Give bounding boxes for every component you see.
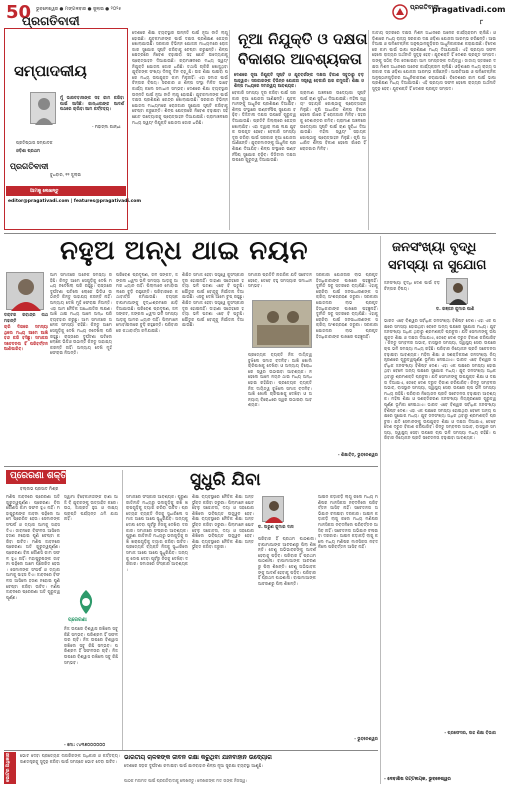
dateline: ଭୁବନେଶ୍ୱର ● ମଙ୍ଗଳବାର ● ଜୁଲାଇ ● ୨୦୨୫ <box>36 7 122 12</box>
right-footer: - ପ୍ରଫେସର, ଉଚ୍ଚ ଶିକ୍ଷା ବିଭାଗ <box>444 730 496 735</box>
reform-author: ଡ. ଅରୁଣ କୁମାର ଦାସ <box>258 524 294 529</box>
reform-col-2: ଶିକ୍ଷା ବ୍ୟବସ୍ଥାରେ ନୈତିକ ଶିକ୍ଷା ଅନ୍ତର୍ଭୁକ୍ତ କରିବା ଜରୁରୀ। ପିଲାମାନେ ଛୋଟ ବେଳୁ ସଚ୍ଚୋଟତା, ଦୟା ଓ ସହଯୋଗ ଶିଖିଲେ ଭବିଷ୍ୟତ ଉଜ୍ଜ୍ୱଳ ହେବ। ଶିକ୍ଷା ବ୍ୟବସ୍ଥାରେ ନୈତିକ ଶିକ୍ଷା ଅନ୍ତର୍ଭୁକ୍ତ କରିବା ଜରୁରୀ। ପିଲାମାନେ ଛୋଟ ବେଳୁ ସଚ୍ଚୋଟତା, ଦୟା ଓ ସହଯୋଗ ଶିଖିଲେ ଭବିଷ୍ୟତ ଉଜ୍ଜ୍ୱଳ ହେବ। ଶିକ୍ଷା ବ୍ୟବସ୍ଥାରେ ନୈତିକ ଶିକ୍ଷା ଅନ୍ତର୍ଭୁକ୍ତ କରିବା ଜରୁରୀ। <box>192 494 254 550</box>
section-divider <box>4 466 378 467</box>
bottom-side-label-text: ଭୋଟର ଅଧିକାର <box>6 752 11 782</box>
contact-bar <box>6 186 126 196</box>
main-col-6: ସରକାରୀ ଯୋଜନାର ଲାଭ ପ୍ରକୃତ ହିତାଧିକାରୀଙ୍କ ପାଖରେ ପହଞ୍ଚୁନାହିଁ। ଦୁର୍ନୀତି ସବୁ ସ୍ତରରେ ବ୍ୟାପିଛି। ଏହାକୁ ରୋକିବା ପାଇଁ ଜନସାଧାରଣଙ୍କ ସକ୍ରିୟ ଅଂଶଗ୍ରହଣ ଜରୁରୀ। ସରକାରୀ ଯୋଜନାର ଲାଭ ପ୍ରକୃତ ହିତାଧିକାରୀଙ୍କ ପାଖରେ ପହଞ୍ଚୁନାହିଁ। ଦୁର୍ନୀତି ସବୁ ସ୍ତରରେ ବ୍ୟାପିଛି। ଏହାକୁ ରୋକିବା ପାଇଁ ଜନସାଧାରଣଙ୍କ ସକ୍ରିୟ ଅଂଶଗ୍ରହଣ ଜରୁରୀ। ସରକାରୀ ଯୋଜନାର ଲାଭ ପ୍ରକୃତ ହିତାଧିକାରୀଙ୍କ ପାଖରେ ପହଞ୍ଚୁନାହିଁ। <box>316 272 378 339</box>
main-article-image <box>252 300 312 348</box>
reform-col-3: ପରିବାର ହିଁ ପ୍ରଥମ ପାଠଶାଳା। ବାପାମାଆଙ୍କ ଆଚରଣରୁ ପିଲା ଶିଖନ୍ତି। ତେଣୁ ଅଭିଭାବକଙ୍କୁ ଆଦର୍ଶ ହେବାକୁ ପଡ଼ିବ। ପରିବାର ହିଁ ପ୍ରଥମ ପାଠଶାଳା। ବାପାମାଆଙ୍କ ଆଚରଣରୁ ପିଲା ଶିଖନ୍ତି। ତେଣୁ ଅଭିଭାବକଙ୍କୁ ଆଦର୍ଶ ହେବାକୁ ପଡ଼ିବ। ପରିବାର ହିଁ ପ୍ରଥମ ପାଠଶାଳା। ବାପାମାଆଙ୍କ ଆଚରଣରୁ ପିଲା ଶିଖନ୍ତି। <box>258 536 316 586</box>
contact-label: ଆମକୁ ଲେଖନ୍ତୁ <box>30 189 59 194</box>
bottom-col-1: ଭୋଟ ଦେବା ପ୍ରତ୍ୟେକ ନାଗରିକଙ୍କ ଅଧିକାର ଓ କର୍ତ୍ତବ୍ୟ। ଗଣତନ୍ତ୍ରକୁ ସୁଦୃଢ଼ କରିବା ପାଇଁ ସମସ୍ତେ ଭୋଟ ଦେବା ଉଚିତ। <box>20 753 120 764</box>
website-link[interactable]: pragativadi.com <box>432 5 505 14</box>
inspiration-col-2: ସ୍ୱାମୀ ବିବେକାନନ୍ଦଙ୍କ ବାଣୀ ଆଜି ବି ଯୁବକଙ୍କୁ ଉତ୍ସାହିତ କରେ। ଉଠ, ଜାଗ୍ରତ ହୁଅ ଓ ଲକ୍ଷ୍ୟ ପ୍ରାପ୍ତି ପର୍ଯ୍ୟନ୍ତ ଥମି ଯାଅ ନାହିଁ। <box>64 494 118 522</box>
masthead <box>0 0 505 28</box>
inspiration-logo-word: ପ୍ରେରଣା <box>68 617 87 623</box>
reform-col-1: ସମାଜରେ ସଂସ୍କାର ଆବଶ୍ୟକ। ପୁରୁଣା ରୀତିନୀତି ମଧ୍ୟରୁ ଭଲଗୁଡ଼ିକୁ ରଖି ଖରାପଗୁଡ଼ିକୁ ତ୍ୟାଗ କରିବା ଉଚିତ। ପ୍ରତ୍ୟେକ ବ୍ୟକ୍ତି ନିଜକୁ ସୁଧାରିଲେ ସମାଜ ଆପେ ଆପେ ସୁଧୁରିଯିବ। ଅନ୍ୟକୁ ଦୋଷ ଦେବା ପୂର୍ବରୁ ନିଜକୁ ଦେଖିବା ଦରକାର। ସମାଜରେ ସଂସ୍କାର ଆବଶ୍ୟକ। ପୁରୁଣା ରୀତିନୀତି ମଧ୍ୟରୁ ଭଲଗୁଡ଼ିକୁ ରଖି ଖରାପଗୁଡ଼ିକୁ ତ୍ୟାଗ କରିବା ଉଚିତ। ପ୍ରତ୍ୟେକ ବ୍ୟକ୍ତି ନିଜକୁ ସୁଧାରିଲେ ସମାଜ ଆପେ ଆପେ ସୁଧୁରିଯିବ। ଅନ୍ୟକୁ ଦୋଷ ଦେବା ପୂର୍ବରୁ ନିଜକୁ ଦେଖିବା ଦରକାର। ସମାଜରେ ସଂସ୍କାର ଆବଶ୍ୟକ। <box>126 494 188 572</box>
gandhi-portrait <box>30 92 56 124</box>
right-headline-2: ସମସ୍ୟା ନା ସୁଯୋଗ <box>388 258 487 273</box>
editorial-intro: ଦେଶରେ ନୂଆ ନିଯୁକ୍ତି ସୃଷ୍ଟି ଓ ଯୁବବର୍ଗଙ୍କ ଦକ୍ଷତା ବିକାଶ ସବୁଠାରୁ ବଡ଼ ଆହ୍ୱାନ। ସରକାରଙ୍କ ବିଭିନ୍ନ ଯୋଜନା ସତ୍ତ୍ୱେ ବେକାରି ହାର କମୁନାହିଁ। ଶିକ୍ଷା ଓ ଶିଳ୍ପ ମଧ୍ୟରେ ସମନ୍ୱୟ ଆବଶ୍ୟକ। <box>234 72 364 89</box>
anniversary-icon: 50 <box>6 2 32 23</box>
column-rule <box>122 470 123 750</box>
top-column-2: ଦେଶରେ ଶିକ୍ଷା ବ୍ୟବସ୍ଥାର ଉନ୍ନତି ପାଇଁ ନୂଆ ନୀତି ଲାଗୁ ହୋଇଛି। ଯୁବକମାନଙ୍କ ପାଇଁ ଦକ୍ଷତା ପ୍ରଶିକ୍ଷଣ କେନ୍ଦ୍ର ଖୋଲାଯାଉଛି। ସରକାର ବିଭିନ୍ନ ଯୋଜନା ମାଧ୍ୟମରେ ରୋଜଗାର ସୁଯୋଗ ସୃଷ୍ଟି କରିବାକୁ ଚେଷ୍ଟା କରୁଛନ୍ତି। ଶିଳ୍ପ କ୍ଷେତ୍ରରେ ନିବେଶ ବଢ଼ାଇବା ସହ ଛୋଟ ଉଦ୍ୟୋଗକୁ ପ୍ରୋତ୍ସାହନ ଦିଆଯାଉଛି। ଗ୍ରାମାଞ୍ଚଳରେ ମଧ୍ୟ ସ୍ୱୟଂ ନିଯୁକ୍ତି ଯୋଜନା ଜୋର ଧରିଛି। ତଥାପି ଚାକିରି ଖୋଜୁଥିବା ଯୁବକଙ୍କ ସଂଖ୍ୟା ଦିନକୁ ଦିନ ବଢ଼ୁଛି। ଉଚ୍ଚ ଶିକ୍ଷା ପାଇବା ପରେ ମଧ୍ୟ ଉପଯୁକ୍ତ କାମ ମିଳୁନାହିଁ। ଏହା ସମାଜ ପାଇଁ ଚିନ୍ତାର ବିଷୟ। ସରକାର ଓ ଶିଳ୍ପ ସଂସ୍ଥା ମିଳିତ ଭାବେ କାର୍ଯ୍ୟ କଲେ ସମାଧାନ ସମ୍ଭବ। ଦେଶରେ ଶିକ୍ଷା ବ୍ୟବସ୍ଥାର ଉନ୍ନତି ପାଇଁ ନୂଆ ନୀତି ଲାଗୁ ହୋଇଛି। ଯୁବକମାନଙ୍କ ପାଇଁ ଦକ୍ଷତା ପ୍ରଶିକ୍ଷଣ କେନ୍ଦ୍ର ଖୋଲାଯାଉଛି। ସରକାର ବିଭିନ୍ନ ଯୋଜନା ମାଧ୍ୟମରେ ରୋଜଗାର ସୁଯୋଗ ସୃଷ୍ଟି କରିବାକୁ ଚେଷ୍ଟା କରୁଛନ୍ତି। ଶିଳ୍ପ କ୍ଷେତ୍ରରେ ନିବେଶ ବଢ଼ାଇବା ସହ ଛୋଟ ଉଦ୍ୟୋଗକୁ ପ୍ରୋତ୍ସାହନ ଦିଆଯାଉଛି। ଗ୍ରାମାଞ୍ଚଳରେ ମଧ୍ୟ ସ୍ୱୟଂ ନିଯୁକ୍ତି ଯୋଜନା ଜୋର ଧରିଛି। <box>132 30 228 125</box>
main-pullquote: ଚାରି ଦିଗରେ ସମସ୍ୟା ଥିଲେ ମଧ୍ୟ ଆମେ ଆଖି ବନ୍ଦ କରି ବସିଛୁ। ସମାଜର ସଚେତନତା ହିଁ ପରିବର୍ତ୍ତନ ଆଣିପାରିବ। <box>4 324 48 352</box>
column-rule <box>368 30 369 230</box>
right-author: ଡ. ରଞ୍ଜନ କୁମାର ପାଣି <box>436 306 475 311</box>
main-col-5: ପ୍ରତ୍ୟେକ ବ୍ୟକ୍ତି ନିଜ ଦାୟିତ୍ୱ ବୁଝିଲେ ସମାଜ ବଦଳିବ। ଆଖି ଖୋଲି ଚାରିପାଖକୁ ଦେଖିବା ଓ ଅନ୍ୟାୟ ବିରୋଧରେ ସ୍ୱର ଉଠାଇବା ଆବଶ୍ୟକ। ନହେଲେ ଆମେ ନୟନ ଥାଇ ମଧ୍ୟ ଅନ୍ଧ ହୋଇ ରହିଯିବା। ପ୍ରତ୍ୟେକ ବ୍ୟକ୍ତି ନିଜ ଦାୟିତ୍ୱ ବୁଝିଲେ ସମାଜ ବଦଳିବ। ଆଖି ଖୋଲି ଚାରିପାଖକୁ ଦେଖିବା ଓ ଅନ୍ୟାୟ ବିରୋଧରେ ସ୍ୱର ଉଠାଇବା ଆବଶ୍ୟକ। <box>248 352 312 408</box>
quote-author: - ମହାତ୍ମା ଗାନ୍ଧୀ <box>92 124 121 129</box>
section-divider <box>4 233 496 234</box>
column-rule <box>229 30 230 230</box>
inspiration-footer: - ମୋ: ୯୪୩୭୦୦୦୦୦୦ <box>64 742 106 747</box>
reform-author-photo <box>262 496 284 522</box>
logo-emblem <box>392 4 408 20</box>
section-divider <box>4 750 378 751</box>
main-col-3: ଶିକ୍ଷିତ ସମାଜ ହେବା ସତ୍ତ୍ୱେ କୁସଂସ୍କାର ଦୂର ହୋଇନାହିଁ। ଡାହାଣୀ ସନ୍ଦେହରେ ହତ୍ୟା ଭଳି ଘଟଣା ଏବେ ବି ଘଟୁଛି। ଯୌତୁକ ପାଇଁ ବୋହୂକୁ ନିର୍ଯାତନା ଦିଆଯାଉଛି। ଏସବୁ ଦେଖି ଆମେ ଚୁପ୍ ରହୁଛୁ। ଶିକ୍ଷିତ ସମାଜ ହେବା ସତ୍ତ୍ୱେ କୁସଂସ୍କାର ଦୂର ହୋଇନାହିଁ। ଡାହାଣୀ ସନ୍ଦେହରେ ହତ୍ୟା ଭଳି ଘଟଣା ଏବେ ବି ଘଟୁଛି। ଯୌତୁକ ପାଇଁ ବୋହୂକୁ ନିର୍ଯାତନା ଦିଆଯାଉଛି। <box>182 272 244 328</box>
right-author-photo <box>446 278 468 304</box>
author-photo <box>6 272 44 310</box>
inspiration-logo <box>72 588 100 616</box>
editorial-col-b: ଗ୍ରାମୀଣ ଅଞ୍ଚଳରେ ଉଦ୍ୟୋଗୀ ସୃଷ୍ଟି ପାଇଁ ଋଣ ସୁବିଧା ଦିଆଯାଉଛି। ମହିଳା ସ୍ୱୟଂ ସହାୟକ ଗୋଷ୍ଠୀକୁ ପ୍ରୋତ୍ସାହନ ମିଳୁଛି। କୃଷି ଆଧାରିତ ଶିଳ୍ପ ବିକାଶ ହେଲେ ଗାଁରେ ହିଁ ରୋଜଗାର ମିଳିବ। ସହରକୁ ଦେଶାନ୍ତର କମିବ। ଗ୍ରାମୀଣ ଅଞ୍ଚଳରେ ଉଦ୍ୟୋଗୀ ସୃଷ୍ଟି ପାଇଁ ଋଣ ସୁବିଧା ଦିଆଯାଉଛି। ମହିଳା ସ୍ୱୟଂ ସହାୟକ ଗୋଷ୍ଠୀକୁ ପ୍ରୋତ୍ସାହନ ମିଳୁଛି। କୃଷି ଆଧାରିତ ଶିଳ୍ପ ବିକାଶ ହେଲେ ଗାଁରେ ହିଁ ରୋଜଗାର ମିଳିବ। <box>300 90 366 151</box>
email-link[interactable]: editor@pragativadi.com | features@pragativadi.com <box>8 199 142 204</box>
section-title: ସମ୍ପାଦକୀୟ <box>14 62 87 80</box>
bottom-byline: - ଦେବାଶିଷ ପଟ୍ଟନାୟକ, ଭୁବନେଶ୍ୱର <box>384 777 451 782</box>
logo-text: ପ୍ରଗତିବାଦୀ <box>22 14 80 28</box>
inspiration-sub: ବଲ୍ଲଭ ପ୍ରସାଦ ମିଶ୍ର <box>20 486 59 491</box>
main-col-2: ପରିବେଶ ପ୍ରଦୂଷଣ, ଜଳ ସଙ୍କଟ, ଜଙ୍ଗଲ ଧ୍ୱଂସ ଭଳି ସମସ୍ୟା ଆଡ଼କୁ ଆମର ଧ୍ୟାନ ନାହିଁ। ପିଲାମାନେ ମୋବାଇଲରେ ବୁଡ଼ି ରହୁଛନ୍ତି। ପରିବାରରେ କଥାବାର୍ତ୍ତା କମିଯାଉଛି। ବୟସ୍କ ବାପାମାଆଙ୍କୁ ବୃଦ୍ଧାଶ୍ରମରେ ଛାଡ଼ି ଦିଆଯାଉଛି। ପରିବେଶ ପ୍ରଦୂଷଣ, ଜଳ ସଙ୍କଟ, ଜଙ୍ଗଲ ଧ୍ୱଂସ ଭଳି ସମସ୍ୟା ଆଡ଼କୁ ଆମର ଧ୍ୟାନ ନାହିଁ। ପିଲାମାନେ ମୋବାଇଲରେ ବୁଡ଼ି ରହୁଛନ୍ତି। ପରିବାରରେ କଥାବାର୍ତ୍ତା କମିଯାଉଛି। <box>116 272 178 333</box>
bottom-col-2: ଦେଶରେ ସଡ଼କ ଦୁର୍ଘଟଣା କମାଇବା ପାଇଁ ଯାନବାହାନ ଶିଳ୍ପ ନୂଆ ସୁରକ୍ଷା ବ୍ୟବସ୍ଥା ଆଣୁଛି। <box>124 763 264 768</box>
right-col-body: ଭାରତ ଏବେ ବିଶ୍ୱର ସର୍ବାଧିକ ଜନସଂଖ୍ୟା ବିଶିଷ୍ଟ ଦେଶ। ଏହା ଏକ ପକ୍ଷରେ ସମସ୍ୟା ହୋଇଥିବା ବେଳେ ଅନ୍ୟ ପକ୍ଷରେ ସୁଯୋଗ ମଧ୍ୟ। ଯୁବ ଜନସଂଖ୍ୟା ଅଧିକ ଥିବାରୁ ଶ୍ରମଶକ୍ତି ପ୍ରଚୁର। ଯଦି ସେମାନଙ୍କୁ ଉପଯୁକ୍ତ ଶିକ୍ଷା ଓ ଦକ୍ଷତା ଦିଆଯାଏ, ତେବେ ଦେଶ ଦ୍ରୁତ ବିକାଶ କରିପାରିବ। କିନ୍ତୁ ସମ୍ବଳର ଅଭାବ, ବାସସ୍ଥାନ ସମସ୍ୟା, ସ୍ୱାସ୍ଥ୍ୟ ସେବା ଉପରେ ଚାପ ଭଳି ସମସ୍ୟା ମଧ୍ୟ ରହିଛି। ପରିବାର ନିୟୋଜନ ପ୍ରତି ସଚେତନତା ବଢ଼ାଇବା ଆବଶ୍ୟକ। ମହିଳା ଶିକ୍ଷା ଓ ସଶକ୍ତିକରଣ ଜନସଂଖ୍ୟା ନିୟନ୍ତ୍ରଣରେ ଗୁରୁତ୍ୱପୂର୍ଣ୍ଣ ଭୂମିକା ନେଇଥାଏ। ଭାରତ ଏବେ ବିଶ୍ୱର ସର୍ବାଧିକ ଜନସଂଖ୍ୟା ବିଶିଷ୍ଟ ଦେଶ। ଏହା ଏକ ପକ୍ଷରେ ସମସ୍ୟା ହୋଇଥିବା ବେଳେ ଅନ୍ୟ ପକ୍ଷରେ ସୁଯୋଗ ମଧ୍ୟ। ଯୁବ ଜନସଂଖ୍ୟା ଅଧିକ ଥିବାରୁ ଶ୍ରମଶକ୍ତି ପ୍ରଚୁର। ଯଦି ସେମାନଙ୍କୁ ଉପଯୁକ୍ତ ଶିକ୍ଷା ଓ ଦକ୍ଷତା ଦିଆଯାଏ, ତେବେ ଦେଶ ଦ୍ରୁତ ବିକାଶ କରିପାରିବ। କିନ୍ତୁ ସମ୍ବଳର ଅଭାବ, ବାସସ୍ଥାନ ସମସ୍ୟା, ସ୍ୱାସ୍ଥ୍ୟ ସେବା ଉପରେ ଚାପ ଭଳି ସମସ୍ୟା ମଧ୍ୟ ରହିଛି। ପରିବାର ନିୟୋଜନ ପ୍ରତି ସଚେତନତା ବଢ଼ାଇବା ଆବଶ୍ୟକ। ମହିଳା ଶିକ୍ଷା ଓ ସଶକ୍ତିକରଣ ଜନସଂଖ୍ୟା ନିୟନ୍ତ୍ରଣରେ ଗୁରୁତ୍ୱପୂର୍ଣ୍ଣ ଭୂମିକା ନେଇଥାଏ। ଭାରତ ଏବେ ବିଶ୍ୱର ସର୍ବାଧିକ ଜନସଂଖ୍ୟା ବିଶିଷ୍ଟ ଦେଶ। ଏହା ଏକ ପକ୍ଷରେ ସମସ୍ୟା ହୋଇଥିବା ବେଳେ ଅନ୍ୟ ପକ୍ଷରେ ସୁଯୋଗ ମଧ୍ୟ। ଯୁବ ଜନସଂଖ୍ୟା ଅଧିକ ଥିବାରୁ ଶ୍ରମଶକ୍ତି ପ୍ରଚୁର। ଯଦି ସେମାନଙ୍କୁ ଉପଯୁକ୍ତ ଶିକ୍ଷା ଓ ଦକ୍ଷତା ଦିଆଯାଏ, ତେବେ ଦେଶ ଦ୍ରୁତ ବିକାଶ କରିପାରିବ। କିନ୍ତୁ ସମ୍ବଳର ଅଭାବ, ବାସସ୍ଥାନ ସମସ୍ୟା, ସ୍ୱାସ୍ଥ୍ୟ ସେବା ଉପରେ ଚାପ ଭଳି ସମସ୍ୟା ମଧ୍ୟ ରହିଛି। ପରିବାର ନିୟୋଜନ ପ୍ରତି ସଚେତନତା ବଢ଼ାଇବା ଆବଶ୍ୟକ। <box>384 318 496 441</box>
reform-col-4: ଆଇନ କଡ଼ାକଡ଼ି ଲାଗୁ କଲେ ମଧ୍ୟ ମଣିଷର ମାନସିକତା ନବଦଳିଲେ ପରିବର୍ତ୍ତନ ଆସିବ ନାହିଁ। ସଚେତନତା ଅଭିଯାନ ଚଳାଇବା ଦରକାର। ଆଇନ କଡ଼ାକଡ଼ି ଲାଗୁ କଲେ ମଧ୍ୟ ମଣିଷର ମାନସିକତା ନବଦଳିଲେ ପରିବର୍ତ୍ତନ ଆସିବ ନାହିଁ। ସଚେତନତା ଅଭିଯାନ ଚଳାଇବା ଦରକାର। ଆଇନ କଡ଼ାକଡ଼ି ଲାଗୁ କଲେ ମଧ୍ୟ ମଣିଷର ମାନସିକତା ନବଦଳିଲେ ପରିବର୍ତ୍ତନ ଆସିବ ନାହିଁ। <box>318 494 378 550</box>
column-rule <box>380 236 381 784</box>
reform-headline: ସୁଧୁରି ଯିବା <box>190 470 261 490</box>
right-headline-1: ଜନସଂଖ୍ୟା ବୃଦ୍ଧି <box>392 240 477 255</box>
editorial-headline-2: ବିକାଶର ଆବଶ୍ୟକତା <box>238 50 362 68</box>
inspiration-col-1: ମଣିଷ ଜୀବନରେ ପ୍ରେରଣା ଅତି ଗୁରୁତ୍ୱପୂର୍ଣ୍ଣ। ପ୍ରେରଣା ବିନା କୌଣସି କାମ ସଫଳ ହୁଏ ନାହିଁ। ମହାପୁରୁଷଙ୍କ ଜୀବନୀ ପଢ଼ିଲେ ଆମେ ପ୍ରେରିତ ହେଉ। ସେମାନଙ୍କ ସଂଘର୍ଷ ଓ ତ୍ୟାଗ ଆମକୁ ସାହସ ଦିଏ। ଜୀବନରେ ବିଫଳତା ଆସିଲେ ହତାଶ ନହୋଇ ପୁଣି ଚେଷ୍ଟା କରିବା ଉଚିତ। ମଣିଷ ଜୀବନରେ ପ୍ରେରଣା ଅତି ଗୁରୁତ୍ୱପୂର୍ଣ୍ଣ। ପ୍ରେରଣା ବିନା କୌଣସି କାମ ସଫଳ ହୁଏ ନାହିଁ। ମହାପୁରୁଷଙ୍କ ଜୀବନୀ ପଢ଼ିଲେ ଆମେ ପ୍ରେରିତ ହେଉ। ସେମାନଙ୍କ ସଂଘର୍ଷ ଓ ତ୍ୟାଗ ଆମକୁ ସାହସ ଦିଏ। ଜୀବନରେ ବିଫଳତା ଆସିଲେ ହତାଶ ନହୋଇ ପୁଣି ଚେଷ୍ଟା କରିବା ଉଚିତ। ମଣିଷ ଜୀବନରେ ପ୍ରେରଣା ଅତି ଗୁରୁତ୍ୱପୂର୍ଣ୍ଣ। <box>6 494 60 600</box>
bottom-headline: ଭାରତୀୟ ଚାଳକଙ୍କ ଜୀବନ ରକ୍ଷା କରୁଥିବା ଯାନବାହାନ ଉଦ୍ୟୋଗ <box>124 754 272 761</box>
founder-name: ଓଡ଼ିଶା ପ୍ରଥମ <box>16 148 41 153</box>
main-footer: - ଶିକ୍ଷାବିତ୍, ଭୁବନେଶ୍ୱର <box>337 452 378 457</box>
brand-right: ପ୍ରଗତିବାଦୀ <box>410 4 439 11</box>
reform-footer: - ଭୁବନେଶ୍ୱର <box>354 736 378 741</box>
editorial-col-a: ବେକାରି ସମସ୍ୟା ଦୂର କରିବା ପାଇଁ ସରକାର ନୂଆ ଯୋଜନା ଆଣିଛନ୍ତି। ଯୁବକମାନଙ୍କୁ ଆଧୁନିକ ପ୍ରଶିକ୍ଷଣ ଦିଆଯିବ। ଶିଳ୍ପ ସଂସ୍ଥାରେ ଇଣ୍ଟର୍ନସିପ୍ ସୁଯୋଗ ବଢ଼ିବ। ଡିଜିଟାଲ ଦକ୍ଷତା ଉପରେ ଗୁରୁତ୍ୱ ଦିଆଯାଉଛି। ପ୍ରତିଟି ଜିଲ୍ଲାରେ କେନ୍ଦ୍ର ଖୋଲାଯିବ। ଏହା ଦ୍ୱାରା ଲକ୍ଷ ଲକ୍ଷ ଯୁବକ ଉପକୃତ ହେବେ। ବେକାରି ସମସ୍ୟା ଦୂର କରିବା ପାଇଁ ସରକାର ନୂଆ ଯୋଜନା ଆଣିଛନ୍ତି। ଯୁବକମାନଙ୍କୁ ଆଧୁନିକ ପ୍ରଶିକ୍ଷଣ ଦିଆଯିବ। ଶିଳ୍ପ ସଂସ୍ଥାରେ ଇଣ୍ଟର୍ନସିପ୍ ସୁଯୋଗ ବଢ଼ିବ। ଡିଜିଟାଲ ଦକ୍ଷତା ଉପରେ ଗୁରୁତ୍ୱ ଦିଆଯାଉଛି। <box>232 90 296 163</box>
inspiration-col-3: ନିଜ ଉପରେ ବିଶ୍ୱାସ ରଖିଲେ ସବୁ କିଛି ସମ୍ଭବ। ପରିଶ୍ରମ ହିଁ ସଫଳତାର ଚାବି। ନିଜ ଉପରେ ବିଶ୍ୱାସ ରଖିଲେ ସବୁ କିଛି ସମ୍ଭବ। ପରିଶ୍ରମ ହିଁ ସଫଳତାର ଚାବି। ନିଜ ଉପରେ ବିଶ୍ୱାସ ରଖିଲେ ସବୁ କିଛି ସମ୍ଭବ। <box>64 626 118 665</box>
inspiration-title: ପ୍ରେରଣା ଶକ୍ତି <box>10 471 67 481</box>
edition-line: ବୁଧବାର, ୧୨ ଜୁଲାଇ <box>50 172 82 177</box>
main-col-1: ଆମ ସମାଜରେ ଅନେକ ସମସ୍ୟା ରହିଛି। କିନ୍ତୁ ଆମେ ସେଗୁଡ଼ିକୁ ଦେଖି ମଧ୍ୟ ନଦେଖିଲା ପରି ରହୁଛୁ। ରାସ୍ତାରେ ଦୁର୍ଘଟଣା ଘଟିଲେ ଲୋକେ ଭିଡିଓ ଉଠାନ୍ତି କିନ୍ତୁ ସାହାଯ୍ୟ କରନ୍ତି ନାହିଁ। ଅନ୍ୟାୟ ଦେଖି ମୁହଁ ଫେରାଇ ନିଅନ୍ତି। ଏହା ଆମ ନୈତିକ ଅଧୋଗତିର ଲକ୍ଷଣ। ଆଖି ଥାଇ ମଧ୍ୟ ଆମେ ଅନ୍ଧ ପରି ବ୍ୟବହାର କରୁଛୁ। ଆମ ସମାଜରେ ଅନେକ ସମସ୍ୟା ରହିଛି। କିନ୍ତୁ ଆମେ ସେଗୁଡ଼ିକୁ ଦେଖି ମଧ୍ୟ ନଦେଖିଲା ପରି ରହୁଛୁ। ରାସ୍ତାରେ ଦୁର୍ଘଟଣା ଘଟିଲେ ଲୋକେ ଭିଡିଓ ଉଠାନ୍ତି କିନ୍ତୁ ସାହାଯ୍ୟ କରନ୍ତି ନାହିଁ। ଅନ୍ୟାୟ ଦେଖି ମୁହଁ ଫେରାଇ ନିଅନ୍ତି। <box>50 272 112 356</box>
right-col-intro: ଜନସଂଖ୍ୟା ବୃଦ୍ଧି ଦେଶ ପାଇଁ ବଡ଼ ଚିନ୍ତାର ବିଷୟ। <box>384 280 440 291</box>
top-column-right: ଜାତୀୟ ସ୍ତରରେ ଦକ୍ଷତା ମିଶନ ଅଧୀନରେ ଅନେକ କାର୍ଯ୍ୟକ୍ରମ ଚାଲିଛି। ଓଡ଼ିଶାରେ ମଧ୍ୟ ରାଜ୍ୟ ସରକାର ଦକ୍ଷ ଓଡ଼ିଶା ଯୋଜନା ଆରମ୍ଭ କରିଛନ୍ତି। ଆଇଟିଆଇ ଓ ପଲିଟେକ୍ନିକ ଅନୁଷ୍ଠାନଗୁଡ଼ିକର ଆଧୁନିକୀକରଣ କରାଯାଉଛି। ବିଦେଶରେ କାମ ପାଇଁ ଭାଷା ପ୍ରଶିକ୍ଷଣ ମଧ୍ୟ ଦିଆଯାଉଛି। ଏହି ପ୍ରୟାସ ସଫଳ ହେଲେ ରାଜ୍ୟର ଅର୍ଥନୀତି ସୁଦୃଢ଼ ହେବ। ଯୁବଶକ୍ତି ହିଁ ଦେଶର ପ୍ରକୃତ ସମ୍ପଦ। ତାଙ୍କୁ ସଠିକ୍ ଦିଗ ଦେଖାଇବା ଆମ ସମସ୍ତଙ୍କ ଦାୟିତ୍ୱ। ଜାତୀୟ ସ୍ତରରେ ଦକ୍ଷତା ମିଶନ ଅଧୀନରେ ଅନେକ କାର୍ଯ୍ୟକ୍ରମ ଚାଲିଛି। ଓଡ଼ିଶାରେ ମଧ୍ୟ ରାଜ୍ୟ ସରକାର ଦକ୍ଷ ଓଡ଼ିଶା ଯୋଜନା ଆରମ୍ଭ କରିଛନ୍ତି। ଆଇଟିଆଇ ଓ ପଲିଟେକ୍ନିକ ଅନୁଷ୍ଠାନଗୁଡ଼ିକର ଆଧୁନିକୀକରଣ କରାଯାଉଛି। ବିଦେଶରେ କାମ ପାଇଁ ଭାଷା ପ୍ରଶିକ୍ଷଣ ମଧ୍ୟ ଦିଆଯାଉଛି। ଏହି ପ୍ରୟାସ ସଫଳ ହେଲେ ରାଜ୍ୟର ଅର୍ଥନୀତି ସୁଦୃଢ଼ ହେବ। ଯୁବଶକ୍ତି ହିଁ ଦେଶର ପ୍ରକୃତ ସମ୍ପଦ। <box>372 30 496 91</box>
bottom-footer-note: ପାଠକ ମତାମତ ପାଇଁ ପ୍ରଗତିବାଦୀକୁ ଲେଖନ୍ତୁ। ଲେଖକଙ୍କ ମତ ତାଙ୍କ ନିଜସ୍ୱ। <box>124 778 247 783</box>
editorial-headline-1: ନୂଆ ନିଯୁକ୍ତି ଓ ଦକ୍ଷତା <box>238 30 368 48</box>
page-number: ୮ <box>480 19 484 26</box>
quote-text: ମୁଁ ଭାରତବାସୀଙ୍କ ସହ କାମ କରିବା ପାଇଁ ଆସିଛି। ଗାନ୍ଧୀଜୀଙ୍କ ଆଦର୍ଶ ପଥରେ ଚାଲିବା ଆମ କର୍ତ୍ତବ୍ୟ। <box>60 95 124 112</box>
main-col-4: ସମାଜର ପ୍ରତିଟି ନାଗରିକ ଯଦି ସଚେତନ ହେବେ, ତେବେ ବହୁ ସମସ୍ୟାର ସମାଧାନ ସମ୍ଭବ। <box>248 272 312 289</box>
main-author: ଡକ୍ଟର ରବୀନ୍ଦ୍ର ନାଥ ମହାନ୍ତି <box>4 312 48 323</box>
founder-line: ପ୍ରତିଷ୍ଠାତା ସମ୍ପାଦକ <box>16 140 53 145</box>
small-logo: ପ୍ରଗତିବାଦୀ <box>10 162 49 171</box>
main-headline: ନହୁଅ ଅନ୍ଧ ଥାଇ ନୟନ <box>60 236 309 266</box>
